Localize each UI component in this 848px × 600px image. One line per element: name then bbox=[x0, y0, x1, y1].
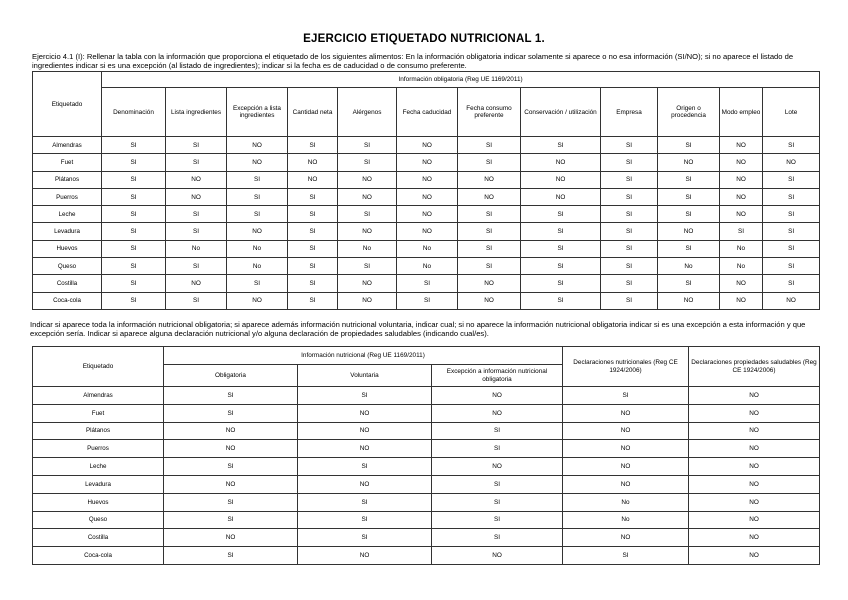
row-header-etiquetado: Etiquetado bbox=[33, 347, 164, 387]
row-label: Huevos bbox=[33, 493, 164, 511]
column-header: Empresa bbox=[601, 88, 658, 137]
table-cell: SI bbox=[288, 188, 338, 205]
column-header: Fecha caducidad bbox=[397, 88, 458, 137]
table-row bbox=[33, 240, 820, 257]
table-cell: NO bbox=[720, 292, 763, 309]
table-cell: SI bbox=[227, 206, 288, 223]
table-cell: SI bbox=[720, 223, 763, 240]
table-cell: NO bbox=[521, 171, 601, 188]
table-cell: NO bbox=[432, 387, 563, 405]
table-cell: NO bbox=[338, 223, 397, 240]
table-cell: SI bbox=[288, 275, 338, 292]
table-cell: NO bbox=[658, 154, 720, 171]
row-label: Almendras bbox=[33, 387, 164, 405]
table-cell: SI bbox=[164, 458, 298, 476]
table-cell: NO bbox=[338, 275, 397, 292]
table-cell: SI bbox=[601, 154, 658, 171]
table-cell: NO bbox=[397, 223, 458, 240]
table-row bbox=[33, 206, 820, 223]
table-cell: NO bbox=[338, 188, 397, 205]
table-cell: NO bbox=[227, 292, 288, 309]
table-cell: NO bbox=[563, 458, 689, 476]
table-cell: NO bbox=[298, 547, 432, 565]
table-cell: SI bbox=[432, 475, 563, 493]
table-cell: SI bbox=[658, 188, 720, 205]
row-label: Coca-cola bbox=[33, 547, 164, 565]
nutrition-info-table bbox=[32, 346, 820, 565]
table-cell: NO bbox=[689, 475, 820, 493]
table-cell: SI bbox=[298, 493, 432, 511]
table-cell: SI bbox=[458, 154, 521, 171]
table-cell: SI bbox=[521, 258, 601, 275]
table-row bbox=[33, 292, 820, 309]
table-cell: NO bbox=[720, 188, 763, 205]
table-cell: SI bbox=[288, 240, 338, 257]
table-cell: SI bbox=[601, 206, 658, 223]
table-row bbox=[33, 475, 820, 493]
table-cell: SI bbox=[102, 223, 166, 240]
table-cell: SI bbox=[658, 240, 720, 257]
table-cell: NO bbox=[166, 275, 227, 292]
table-row bbox=[33, 493, 820, 511]
table-row bbox=[33, 275, 820, 292]
table-cell: NO bbox=[720, 171, 763, 188]
table-cell: SI bbox=[338, 137, 397, 154]
column-header: Lote bbox=[763, 88, 820, 137]
table-cell: NO bbox=[689, 547, 820, 565]
table-cell: NO bbox=[432, 458, 563, 476]
table-cell: NO bbox=[298, 475, 432, 493]
table-cell: NO bbox=[689, 404, 820, 422]
table-cell: SI bbox=[164, 511, 298, 529]
table-cell: SI bbox=[432, 493, 563, 511]
table-cell: NO bbox=[298, 440, 432, 458]
row-label: Huevos bbox=[33, 240, 102, 257]
column-header: Voluntaria bbox=[298, 365, 432, 387]
table-cell: NO bbox=[720, 275, 763, 292]
table-cell: SI bbox=[601, 171, 658, 188]
row-label: Queso bbox=[33, 258, 102, 275]
table-cell: SI bbox=[763, 188, 820, 205]
column-header: Excepción a información nutricional obligatoria bbox=[432, 365, 563, 387]
group-header-mandatory: Información obligatoria (Reg UE 1169/2011) bbox=[102, 72, 820, 88]
table-cell: SI bbox=[432, 529, 563, 547]
table-cell: SI bbox=[227, 275, 288, 292]
row-label: Coca-cola bbox=[33, 292, 102, 309]
table-row bbox=[33, 440, 820, 458]
row-label: Fuet bbox=[33, 404, 164, 422]
table-cell: NO bbox=[720, 206, 763, 223]
row-label: Plátanos bbox=[33, 422, 164, 440]
table-cell: SI bbox=[763, 223, 820, 240]
table-cell: SI bbox=[298, 458, 432, 476]
table-cell: NO bbox=[720, 154, 763, 171]
table-cell: NO bbox=[458, 292, 521, 309]
table-cell: No bbox=[658, 258, 720, 275]
row-label: Puerros bbox=[33, 440, 164, 458]
table-cell: SI bbox=[521, 275, 601, 292]
table-cell: SI bbox=[288, 223, 338, 240]
table-cell: SI bbox=[521, 206, 601, 223]
table-cell: SI bbox=[763, 275, 820, 292]
table-cell: NO bbox=[166, 188, 227, 205]
table-cell: SI bbox=[102, 154, 166, 171]
table-cell: SI bbox=[658, 137, 720, 154]
column-header: Conservación / utilización bbox=[521, 88, 601, 137]
table-cell: SI bbox=[763, 258, 820, 275]
table-cell: NO bbox=[658, 292, 720, 309]
table-row bbox=[33, 188, 820, 205]
table-cell: SI bbox=[521, 137, 601, 154]
table-cell: NO bbox=[432, 404, 563, 422]
table-cell: NO bbox=[689, 529, 820, 547]
table-cell: SI bbox=[102, 240, 166, 257]
table-cell: NO bbox=[689, 387, 820, 405]
table-cell: NO bbox=[763, 154, 820, 171]
row-label: Levadura bbox=[33, 223, 102, 240]
table-cell: NO bbox=[689, 440, 820, 458]
table-cell: SI bbox=[458, 240, 521, 257]
table-cell: NO bbox=[689, 511, 820, 529]
table-cell: SI bbox=[227, 171, 288, 188]
table-cell: SI bbox=[432, 422, 563, 440]
table-row bbox=[33, 137, 820, 154]
mandatory-info-table bbox=[32, 71, 820, 310]
table-cell: SI bbox=[563, 547, 689, 565]
table-cell: SI bbox=[166, 292, 227, 309]
table-cell: NO bbox=[720, 137, 763, 154]
table-cell: NO bbox=[397, 171, 458, 188]
table-row bbox=[33, 258, 820, 275]
table-cell: NO bbox=[563, 475, 689, 493]
table-cell: No bbox=[166, 240, 227, 257]
table-cell: SI bbox=[432, 511, 563, 529]
table-cell: No bbox=[227, 240, 288, 257]
row-label: Queso bbox=[33, 511, 164, 529]
table-cell: SI bbox=[338, 206, 397, 223]
table-cell: NO bbox=[689, 422, 820, 440]
column-header: Obligatoria bbox=[164, 365, 298, 387]
table-cell: No bbox=[563, 493, 689, 511]
row-label: Fuet bbox=[33, 154, 102, 171]
table-cell: No bbox=[397, 258, 458, 275]
table-cell: SI bbox=[164, 404, 298, 422]
row-label: Plátanos bbox=[33, 171, 102, 188]
row-label: Almendras bbox=[33, 137, 102, 154]
table-cell: SI bbox=[763, 171, 820, 188]
table-cell: No bbox=[397, 240, 458, 257]
table-cell: SI bbox=[658, 206, 720, 223]
table-cell: SI bbox=[102, 206, 166, 223]
table-cell: NO bbox=[689, 493, 820, 511]
table-cell: SI bbox=[458, 258, 521, 275]
table-cell: NO bbox=[658, 223, 720, 240]
table-cell: No bbox=[720, 258, 763, 275]
table-cell: SI bbox=[397, 275, 458, 292]
table-cell: SI bbox=[601, 137, 658, 154]
table-cell: SI bbox=[397, 292, 458, 309]
table-row bbox=[33, 511, 820, 529]
column-header: Excepción a lista ingredientes bbox=[227, 88, 288, 137]
table-cell: NO bbox=[338, 171, 397, 188]
table-cell: SI bbox=[563, 387, 689, 405]
table-cell: NO bbox=[397, 206, 458, 223]
table-cell: No bbox=[227, 258, 288, 275]
column-header: Fecha consumo preferente bbox=[458, 88, 521, 137]
table-cell: SI bbox=[658, 275, 720, 292]
table-cell: SI bbox=[601, 258, 658, 275]
table-row bbox=[33, 547, 820, 565]
row-label: Leche bbox=[33, 206, 102, 223]
table-cell: SI bbox=[102, 188, 166, 205]
table-row bbox=[33, 529, 820, 547]
table-cell: SI bbox=[102, 137, 166, 154]
table-cell: NO bbox=[164, 529, 298, 547]
table-cell: SI bbox=[288, 258, 338, 275]
table-cell: SI bbox=[432, 440, 563, 458]
table-cell: SI bbox=[521, 223, 601, 240]
table-cell: NO bbox=[397, 188, 458, 205]
table-cell: SI bbox=[298, 511, 432, 529]
table-cell: SI bbox=[102, 275, 166, 292]
instructions-nutrition: Indicar si aparece toda la información nutricional obligatoria; si aparece además información nutricional voluntaria, indicar cual; si no aparece la información nutricional obligatoria indicar si es una excepción a esta información y que excepción sería. Indicar si aparece alguna declaración nutricional y/o alguna declaración de propiedades saludables (indicando cual/es). bbox=[30, 320, 806, 338]
table-cell: NO bbox=[338, 292, 397, 309]
table-cell: SI bbox=[164, 387, 298, 405]
table-cell: SI bbox=[338, 154, 397, 171]
table-cell: SI bbox=[338, 258, 397, 275]
table-row bbox=[33, 404, 820, 422]
table-cell: NO bbox=[166, 171, 227, 188]
table-cell: SI bbox=[102, 258, 166, 275]
row-label: Puerros bbox=[33, 188, 102, 205]
row-label: Levadura bbox=[33, 475, 164, 493]
table-cell: SI bbox=[166, 223, 227, 240]
table-cell: NO bbox=[563, 422, 689, 440]
table-cell: NO bbox=[227, 223, 288, 240]
row-header-etiquetado: Etiquetado bbox=[33, 72, 102, 137]
table-cell: NO bbox=[563, 440, 689, 458]
table-cell: SI bbox=[288, 137, 338, 154]
table-row bbox=[33, 387, 820, 405]
group-header-nutrition: Información nutricional (Reg UE 1169/2011) bbox=[164, 347, 563, 365]
table-cell: SI bbox=[166, 258, 227, 275]
row-label: Costilla bbox=[33, 275, 102, 292]
table-cell: NO bbox=[298, 422, 432, 440]
table-cell: SI bbox=[166, 154, 227, 171]
table-cell: SI bbox=[166, 206, 227, 223]
column-header: Origen o procedencia bbox=[658, 88, 720, 137]
table-cell: SI bbox=[288, 292, 338, 309]
row-label: Leche bbox=[33, 458, 164, 476]
table-cell: SI bbox=[458, 223, 521, 240]
row-label: Costilla bbox=[33, 529, 164, 547]
table-cell: NO bbox=[164, 475, 298, 493]
table-cell: SI bbox=[227, 188, 288, 205]
table-cell: NO bbox=[763, 292, 820, 309]
column-header: Denominación bbox=[102, 88, 166, 137]
table-cell: SI bbox=[458, 206, 521, 223]
table-cell: SI bbox=[658, 171, 720, 188]
table-cell: SI bbox=[102, 171, 166, 188]
table-cell: No bbox=[720, 240, 763, 257]
table-cell: SI bbox=[763, 240, 820, 257]
table-row bbox=[33, 171, 820, 188]
table-cell: SI bbox=[298, 387, 432, 405]
col-nutrition-claims: Declaraciones nutricionales (Reg CE 1924/2006) bbox=[563, 347, 689, 387]
table-cell: SI bbox=[102, 292, 166, 309]
table-cell: SI bbox=[601, 223, 658, 240]
table-cell: SI bbox=[298, 529, 432, 547]
table-row bbox=[33, 458, 820, 476]
table-cell: SI bbox=[763, 137, 820, 154]
column-header: Cantidad neta bbox=[288, 88, 338, 137]
table-cell: No bbox=[563, 511, 689, 529]
table-cell: NO bbox=[458, 275, 521, 292]
table-cell: NO bbox=[164, 422, 298, 440]
col-health-claims: Declaraciones propiedades saludables (Reg CE 1924/2006) bbox=[689, 347, 820, 387]
column-header: Lista ingredientes bbox=[166, 88, 227, 137]
table-cell: NO bbox=[227, 154, 288, 171]
instructions-exercise-1: Ejercicio 4.1 (I): Rellenar la tabla con la información que proporciona el etiquetado de los siguientes alimentos: En la información obligatoria indicar solamente si aparece o no esa información (SI/NO); si no aparece el listado de ingredientes indicar si es una excepción (al listado de ingredientes); indicar si la fecha es de caducidad o de consumo preferente. bbox=[32, 52, 794, 70]
table-row bbox=[33, 422, 820, 440]
table-cell: SI bbox=[601, 240, 658, 257]
column-header: Alérgenos bbox=[338, 88, 397, 137]
table-cell: SI bbox=[601, 275, 658, 292]
table-row bbox=[33, 154, 820, 171]
table-cell: SI bbox=[288, 206, 338, 223]
table-cell: SI bbox=[521, 240, 601, 257]
table-row bbox=[33, 223, 820, 240]
table-cell: NO bbox=[164, 440, 298, 458]
table-cell: SI bbox=[164, 493, 298, 511]
table-cell: NO bbox=[563, 404, 689, 422]
table-cell: SI bbox=[458, 137, 521, 154]
table-cell: SI bbox=[166, 137, 227, 154]
table-cell: No bbox=[338, 240, 397, 257]
table-cell: NO bbox=[458, 188, 521, 205]
table-cell: NO bbox=[227, 137, 288, 154]
table-cell: NO bbox=[298, 404, 432, 422]
page-title: EJERCICIO ETIQUETADO NUTRICIONAL 1. bbox=[303, 33, 545, 45]
table-cell: SI bbox=[601, 188, 658, 205]
table-cell: NO bbox=[521, 154, 601, 171]
table-cell: NO bbox=[432, 547, 563, 565]
table-cell: NO bbox=[689, 458, 820, 476]
table-cell: NO bbox=[521, 188, 601, 205]
table-cell: NO bbox=[458, 171, 521, 188]
table-cell: SI bbox=[521, 292, 601, 309]
table-cell: NO bbox=[288, 171, 338, 188]
table-cell: SI bbox=[763, 206, 820, 223]
table-cell: NO bbox=[397, 137, 458, 154]
table-cell: SI bbox=[164, 547, 298, 565]
table-cell: NO bbox=[397, 154, 458, 171]
table-cell: NO bbox=[563, 529, 689, 547]
table-cell: NO bbox=[288, 154, 338, 171]
column-header: Modo empleo bbox=[720, 88, 763, 137]
table-cell: SI bbox=[601, 292, 658, 309]
